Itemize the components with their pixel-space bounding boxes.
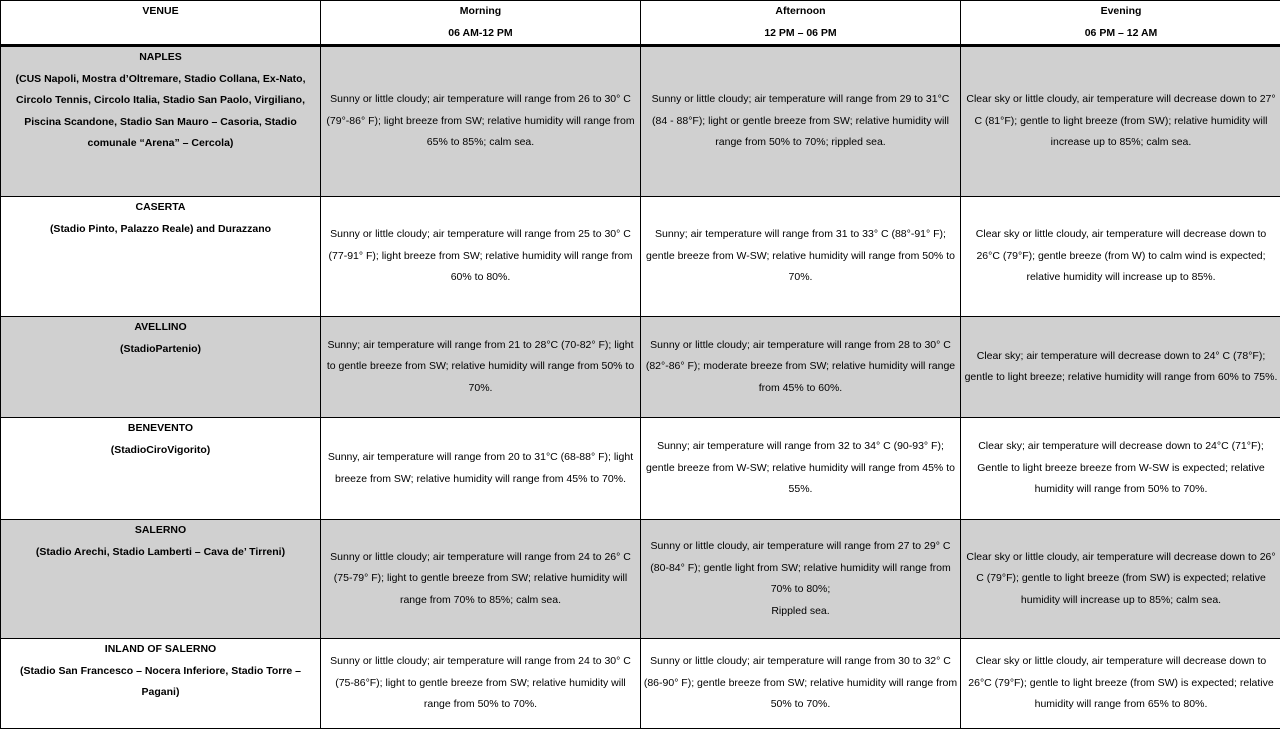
- afternoon-forecast-cell: Sunny; air temperature will range from 32 to 34° C (90-93° F); gentle breeze from W-SW; relative humidity will range from 45% to 55%.: [641, 418, 961, 520]
- morning-forecast-cell: Sunny or little cloudy; air temperature will range from 25 to 30° C (77-91° F); light breeze from SW; relative humidity will range from 60% to 80%.: [321, 197, 641, 317]
- evening-forecast-cell: Clear sky; air temperature will decrease down to 24° C (78°F); gentle to light breeze; relative humidity will range from 60% to 75%.: [961, 317, 1280, 418]
- table-row-avellino: [1, 317, 1280, 418]
- evening-forecast-cell: Clear sky or little cloudy, air temperature will decrease down to 27° C (81°F); gentle to light breeze (from SW); relative humidity will increase up to 85%; calm sea.: [961, 46, 1280, 197]
- venue-cell: [1, 317, 321, 418]
- morning-column-header: [321, 1, 641, 46]
- venue-header-label: VENUE: [3, 1, 318, 23]
- venue-locations: (Stadio Pinto, Palazzo Reale) and Durazzano: [3, 219, 318, 241]
- afternoon-forecast-cell: Sunny or little cloudy; air temperature will range from 29 to 31°C (84 - 88°F); light or gentle breeze from SW; relative humidity will range from 50% to 70%; rippled sea.: [641, 46, 961, 197]
- venue-locations: (Stadio Arechi, Stadio Lamberti – Cava de’ Tirreni): [3, 542, 318, 564]
- afternoon-header-label: Afternoon: [643, 1, 958, 23]
- venue-name: BENEVENTO: [3, 418, 318, 440]
- evening-forecast-cell: Clear sky or little cloudy, air temperature will decrease down to 26°C (79°F); gentle to light breeze (from SW) is expected; relative humidity will range from 65% to 80%.: [961, 639, 1280, 729]
- venue-locations: (CUS Napoli, Mostra d’Oltremare, Stadio Collana, Ex-Nato, Circolo Tennis, Circolo Italia, Stadio San Paolo, Virgiliano, Piscina Scandone, Stadio San Mauro – Casoria, Stadio comunale “Arena” – Cercola): [3, 69, 318, 155]
- morning-forecast-cell: Sunny or little cloudy; air temperature will range from 26 to 30° C (79°-86° F); light breeze from SW; relative humidity will range from 65% to 85%; calm sea.: [321, 46, 641, 197]
- venue-locations: (StadioCiroVigorito): [3, 440, 318, 462]
- afternoon-forecast-cell: Sunny or little cloudy; air temperature will range from 30 to 32° C (86-90° F); gentle breeze from SW; relative humidity will range from 50% to 70%.: [641, 639, 961, 729]
- table-row-benevento: [1, 418, 1280, 520]
- venue-cell: [1, 418, 321, 520]
- evening-column-header: [961, 1, 1280, 46]
- venue-column-header: [1, 1, 321, 46]
- venue-cell: [1, 197, 321, 317]
- table-row-caserta: [1, 197, 1280, 317]
- morning-header-time: 06 AM-12 PM: [323, 23, 638, 45]
- table-row-salerno: [1, 520, 1280, 639]
- table-row-naples: [1, 46, 1280, 197]
- morning-forecast-cell: Sunny; air temperature will range from 21 to 28°C (70-82° F); light to gentle breeze from SW; relative humidity will range from 50% to 70%.: [321, 317, 641, 418]
- evening-header-label: Evening: [963, 1, 1279, 23]
- afternoon-header-time: 12 PM – 06 PM: [643, 23, 958, 45]
- afternoon-column-header: [641, 1, 961, 46]
- morning-header-label: Morning: [323, 1, 638, 23]
- venue-cell: [1, 639, 321, 729]
- afternoon-forecast-cell: Sunny; air temperature will range from 31 to 33° C (88°-91° F); gentle breeze from W-SW; relative humidity will range from 50% to 70%.: [641, 197, 961, 317]
- venue-name: AVELLINO: [3, 317, 318, 339]
- evening-forecast-cell: Clear sky; air temperature will decrease down to 24°C (71°F); Gentle to light breeze breeze from W-SW is expected; relative humidity will range from 50% to 70%.: [961, 418, 1280, 520]
- header-row: [1, 1, 1280, 46]
- morning-forecast-cell: Sunny or little cloudy; air temperature will range from 24 to 30° C (75-86°F); light to gentle breeze from SW; relative humidity will range from 50% to 70%.: [321, 639, 641, 729]
- afternoon-forecast-text: Sunny or little cloudy, air temperature will range from 27 to 29° C (80-84° F); gentle light from SW; relative humidity will range from 70% to 80%;: [650, 540, 950, 595]
- venue-locations: (Stadio San Francesco – Nocera Inferiore, Stadio Torre – Pagani): [3, 661, 318, 704]
- evening-forecast-cell: Clear sky or little cloudy, air temperature will decrease down to 26°C (79°F); gentle breeze (from W) to calm wind is expected; relative humidity will increase up to 85%.: [961, 197, 1280, 317]
- evening-header-time: 06 PM – 12 AM: [963, 23, 1279, 45]
- morning-forecast-cell: Sunny, air temperature will range from 20 to 31°C (68-88° F); light breeze from SW; relative humidity will range from 45% to 70%.: [321, 418, 641, 520]
- morning-forecast-cell: Sunny or little cloudy; air temperature will range from 24 to 26° C (75-79° F); light to gentle breeze from SW; relative humidity will range from 70% to 85%; calm sea.: [321, 520, 641, 639]
- venue-cell: [1, 46, 321, 197]
- venue-locations: (StadioPartenio): [3, 339, 318, 361]
- evening-forecast-cell: Clear sky or little cloudy, air temperature will decrease down to 26° C (79°F); gentle to light breeze (from SW) is expected; relative humidity will increase up to 85%; calm sea.: [961, 520, 1280, 639]
- table-row-inland-salerno: [1, 639, 1280, 729]
- venue-name: CASERTA: [3, 197, 318, 219]
- venue-name: INLAND OF SALERNO: [3, 639, 318, 661]
- venue-name: SALERNO: [3, 520, 318, 542]
- afternoon-forecast-cell: Sunny or little cloudy; air temperature will range from 28 to 30° C (82°-86° F); moderate breeze from SW; relative humidity will range from 45% to 60%.: [641, 317, 961, 418]
- afternoon-forecast-sea: Rippled sea.: [771, 605, 829, 617]
- venue-cell: [1, 520, 321, 639]
- venue-name: NAPLES: [3, 47, 318, 69]
- afternoon-forecast-cell: [641, 520, 961, 639]
